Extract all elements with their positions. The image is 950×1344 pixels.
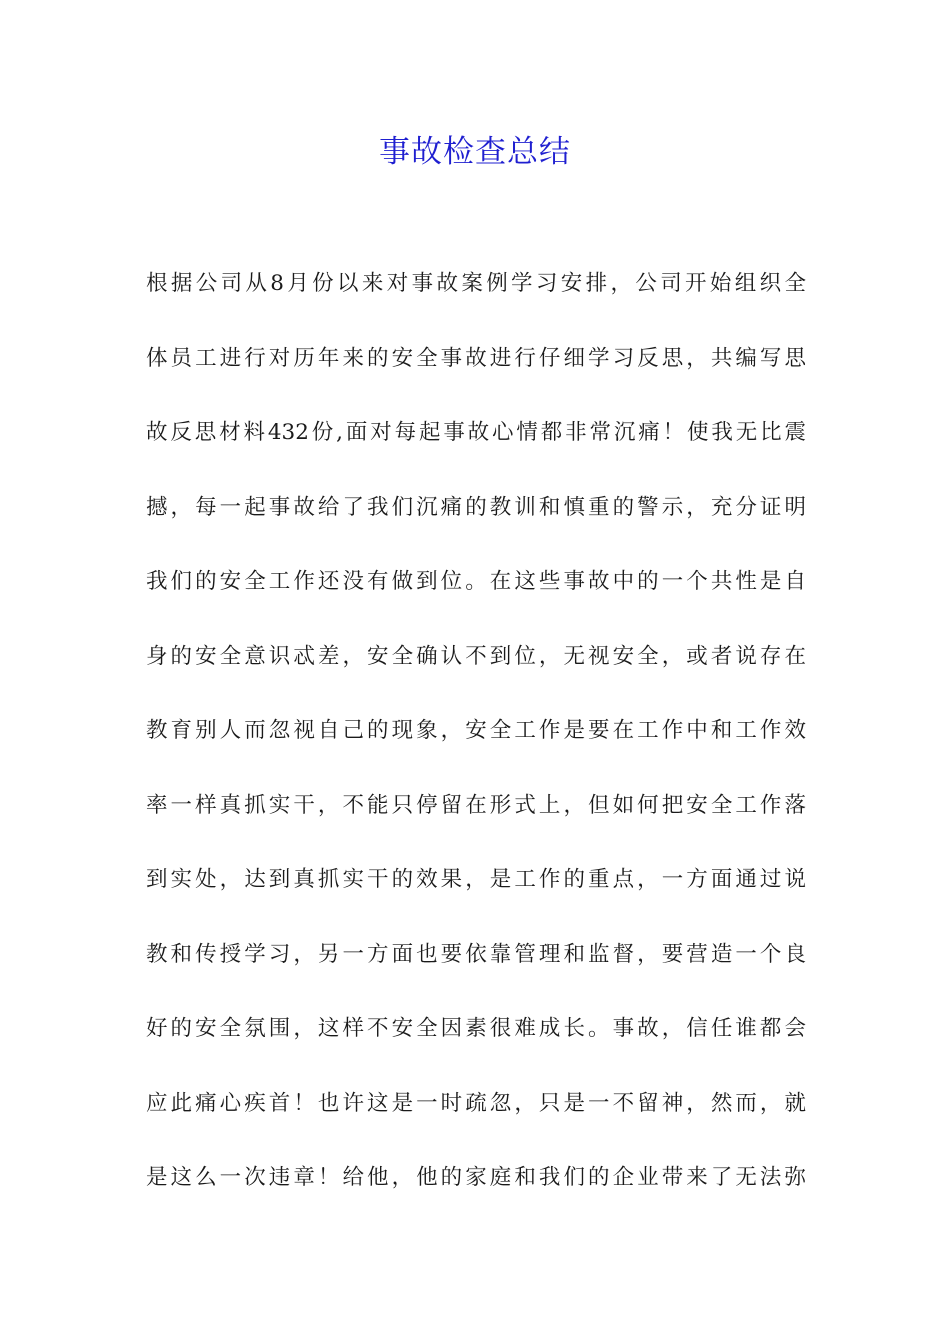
document-body <box>146 264 806 1233</box>
body-line: 身的安全意识忒差，安全确认不到位，无视安全，或者说存在 <box>146 643 806 669</box>
body-line: 体员工进行对历年来的安全事故进行仔细学习反思，共编写思 <box>146 345 806 371</box>
document-title: 事故检查总结 <box>379 134 571 170</box>
body-line: 我们的安全工作还没有做到位。在这些事故中的一个共性是自 <box>146 569 806 594</box>
body-line: 是这么一次违章！给他，他的家庭和我们的企业带来了无法弥 <box>146 1165 806 1190</box>
body-line: 教和传授学习，另一方面也要依靠管理和监督，要营造一个良 <box>146 941 806 967</box>
body-line: 撼，每一起事故给了我们沉痛的教训和慎重的警示，充分证明 <box>146 494 806 520</box>
body-line: 应此痛心疾首！也许这是一时疏忽，只是一不留神，然而，就 <box>146 1090 806 1116</box>
body-line: 到实处，达到真抓实干的效果，是工作的重点，一方面通过说 <box>146 867 806 892</box>
body-line: 故反思材料432份,面对每起事故心情都非常沉痛！使我无比震 <box>146 420 806 445</box>
body-line: 好的安全氛围，这样不安全因素很难成长。事故，信任谁都会 <box>146 1016 806 1041</box>
body-line: 率一样真抓实干，不能只停留在形式上，但如何把安全工作落 <box>146 792 806 818</box>
body-line: 根据公司从8月份以来对事故案例学习安排，公司开始组织全 <box>146 271 806 296</box>
body-line: 教育别人而忽视自己的现象，安全工作是要在工作中和工作效 <box>146 718 806 743</box>
